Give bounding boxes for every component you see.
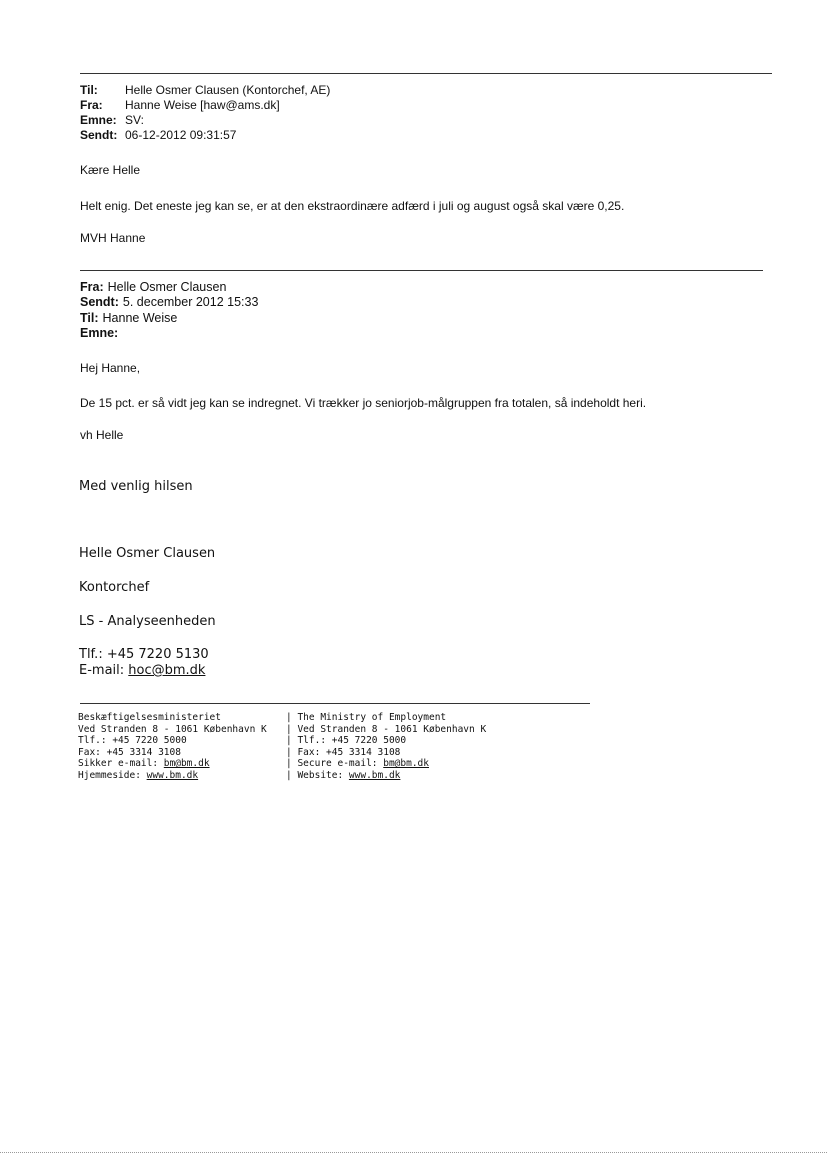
- email1-to-value: Helle Osmer Clausen (Kontorchef, AE): [125, 83, 331, 97]
- footer-english-block: [286, 712, 486, 782]
- email2-from-label: Fra:: [80, 280, 104, 294]
- signature-email-row: [79, 663, 205, 679]
- email2-subject-row: [80, 326, 122, 341]
- footer-left-secure-link[interactable]: bm@bm.dk: [163, 758, 210, 770]
- email2-sent-value: 5. december 2012 15:33: [122, 295, 259, 309]
- email1-from-value: Hanne Weise [haw@ams.dk]: [125, 98, 280, 112]
- email2-from-value: Helle Osmer Clausen: [107, 280, 227, 294]
- signature-email-link[interactable]: hoc@bm.dk: [128, 663, 206, 678]
- email1-subject-row: [80, 113, 144, 128]
- email1-to-label: Til:: [80, 83, 98, 97]
- footer-left-org: Beskæftigelsesministeriet: [78, 712, 221, 723]
- email1-subject-value: SV:: [125, 113, 144, 127]
- footer-left-fax: Fax: +45 3314 3108: [78, 746, 181, 758]
- email1-sent-row: [80, 128, 236, 143]
- email1-sent-value: 06-12-2012 09:31:57: [125, 128, 237, 142]
- email1-to-row: [80, 83, 330, 98]
- signature-email-label: E-mail:: [79, 663, 129, 678]
- footer-right-secure-label: | Secure e-mail:: [286, 758, 384, 770]
- signature-closing: Med venlig hilsen: [79, 479, 193, 494]
- footer-danish-block: [78, 712, 267, 782]
- signature-unit: LS - Analyseenheden: [79, 614, 216, 629]
- email1-sent-label: Sendt:: [80, 128, 118, 142]
- signature-title: Kontorchef: [79, 580, 150, 595]
- email2-to-value: Hanne Weise: [102, 311, 178, 325]
- middle-divider: [80, 270, 763, 271]
- footer-right-org: | The Ministry of Employment: [286, 712, 447, 723]
- email1-body: Helt enig. Det eneste jeg kan se, er at den ekstraordinære adfærd i juli og august også skal være 0,25.: [80, 199, 625, 213]
- footer-right-fax: | Fax: +45 3314 3108: [286, 746, 401, 758]
- footer-right-secure-row: [286, 758, 486, 770]
- footer-right-phone: | Tlf.: +45 7220 5000: [286, 735, 407, 747]
- top-divider: [80, 73, 772, 74]
- footer-right-address: | Ved Stranden 8 - 1061 København K: [286, 723, 487, 735]
- footer-right-web-row: [286, 770, 486, 782]
- email1-from-row: [80, 98, 280, 113]
- footer-left-web-link[interactable]: www.bm.dk: [146, 769, 199, 781]
- footer-right-secure-link[interactable]: bm@bm.dk: [383, 758, 429, 770]
- signature-name: Helle Osmer Clausen: [79, 546, 216, 561]
- footer-left-secure-label: Sikker e-mail:: [78, 758, 164, 770]
- email2-signoff: vh Helle: [80, 428, 124, 442]
- email2-from-row: [80, 280, 226, 295]
- email2-to-row: [80, 311, 177, 326]
- signature-divider: [80, 703, 590, 704]
- email2-sent-row: [80, 295, 258, 310]
- signature-phone: Tlf.: +45 7220 5130: [79, 647, 209, 662]
- email2-to-label: Til:: [80, 311, 99, 325]
- footer-left-address: Ved Stranden 8 - 1061 København K: [78, 723, 267, 735]
- email1-greeting: Kære Helle: [80, 163, 141, 177]
- email2-sent-label: Sendt:: [80, 295, 119, 309]
- footer-left-web-label: Hjemmeside:: [78, 769, 147, 781]
- footer-left-web-row: [78, 770, 267, 782]
- email1-subject-label: Emne:: [80, 113, 117, 127]
- footer-left-phone: Tlf.: +45 7220 5000: [78, 735, 187, 747]
- scan-edge-line: [0, 1152, 827, 1153]
- footer-left-secure-row: [78, 758, 267, 770]
- footer-right-web-label: | Website:: [286, 769, 349, 781]
- email1-from-label: Fra:: [80, 98, 103, 112]
- email2-subject-label: Emne:: [80, 326, 119, 340]
- email2-greeting: Hej Hanne,: [80, 361, 141, 375]
- footer-right-web-link[interactable]: www.bm.dk: [348, 769, 401, 781]
- email1-signoff: MVH Hanne: [80, 231, 146, 245]
- email2-body: De 15 pct. er så vidt jeg kan se indregnet. Vi trækker jo seniorjob-målgruppen fra totalen, så indeholdt heri.: [80, 396, 647, 410]
